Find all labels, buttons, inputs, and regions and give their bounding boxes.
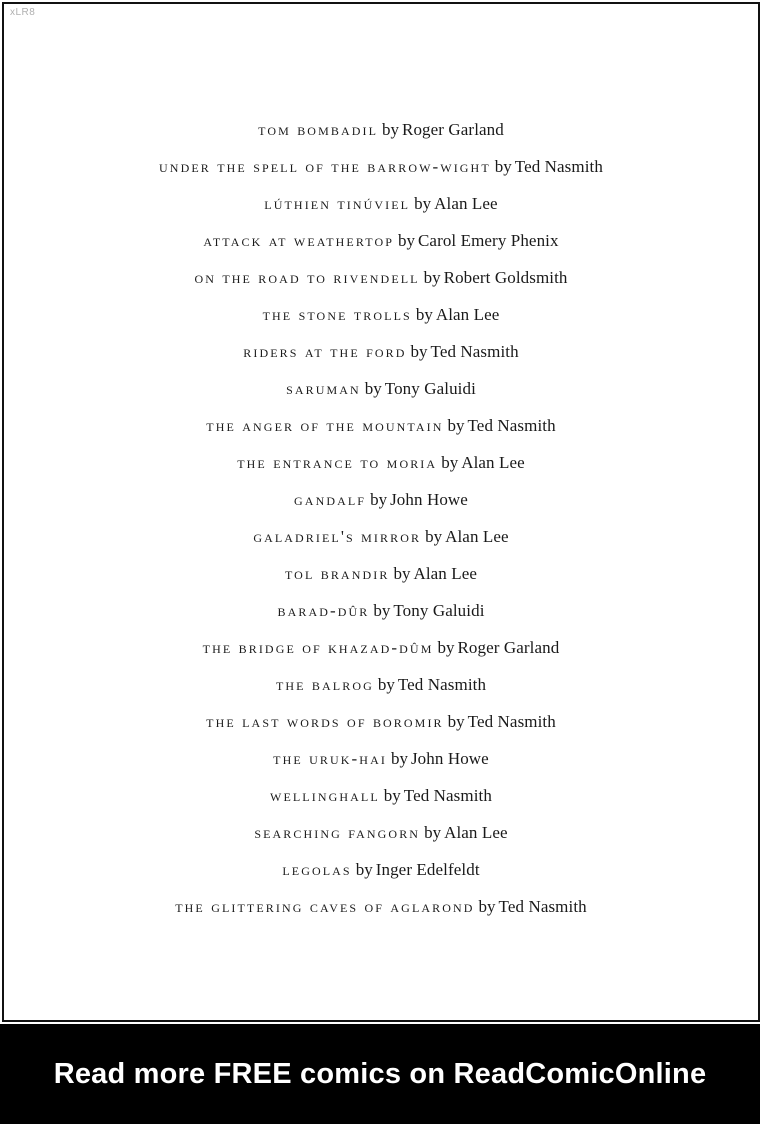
- illustration-title: saruman: [286, 379, 361, 398]
- list-item: [4, 634, 758, 671]
- illustration-title: wellinghall: [270, 786, 380, 805]
- artist-name: Ted Nasmith: [403, 786, 492, 805]
- illustration-title: gandalf: [294, 490, 367, 509]
- artist-name: John Howe: [390, 490, 468, 509]
- list-item: [4, 449, 758, 486]
- artist-name: Tony Galuidi: [393, 601, 485, 620]
- list-item: [4, 190, 758, 227]
- illustration-title: tol brandir: [284, 564, 390, 583]
- by-connector: by: [373, 601, 391, 620]
- artist-name: John Howe: [410, 749, 489, 768]
- list-item: [4, 227, 758, 264]
- artist-name: Alan Lee: [434, 194, 498, 213]
- list-item: [4, 301, 758, 338]
- promo-banner[interactable]: [0, 1024, 760, 1124]
- by-connector: by: [370, 490, 388, 509]
- artist-name: Alan Lee: [435, 305, 500, 324]
- by-connector: by: [437, 638, 455, 657]
- list-item: [4, 708, 758, 745]
- illustration-title: the anger of the mountain: [206, 416, 444, 435]
- by-connector: by: [424, 823, 442, 842]
- illustration-title: galadriel's mirror: [253, 527, 422, 546]
- artist-name: Alan Lee: [445, 527, 509, 546]
- illustration-title: on the road to rivendell: [194, 268, 420, 287]
- illustration-title: attack at weathertop: [203, 231, 394, 250]
- list-item: [4, 560, 758, 597]
- artist-name: Alan Lee: [461, 453, 525, 472]
- list-item: [4, 782, 758, 819]
- by-connector: by: [383, 786, 401, 805]
- artist-name: Ted Nasmith: [467, 416, 556, 435]
- list-item: [4, 597, 758, 634]
- page-frame: [2, 2, 760, 1022]
- illustration-title: the glittering caves of aglarond: [175, 897, 475, 916]
- by-connector: by: [410, 342, 428, 361]
- list-item: [4, 745, 758, 782]
- by-connector: by: [478, 897, 496, 916]
- illustration-title: barad-dûr: [277, 601, 370, 620]
- list-item: [4, 856, 758, 893]
- by-connector: by: [393, 564, 411, 583]
- artist-name: Tony Galuidi: [384, 379, 476, 398]
- by-connector: by: [441, 453, 459, 472]
- illustration-title: under the spell of the barrow-wight: [159, 157, 491, 176]
- list-item: [4, 153, 758, 190]
- artist-name: Robert Goldsmith: [443, 268, 568, 287]
- illustration-title: the uruk-hai: [273, 749, 387, 768]
- artist-name: Inger Edelfeldt: [375, 860, 480, 879]
- artist-name: Alan Lee: [444, 823, 508, 842]
- list-item: [4, 893, 758, 930]
- illustration-title: the last words of boromir: [206, 712, 444, 731]
- artist-name: Ted Nasmith: [397, 675, 487, 694]
- list-item: [4, 819, 758, 856]
- promo-banner-text[interactable]: Read more FREE comics on ReadComicOnline: [53, 1057, 707, 1090]
- by-connector: by: [364, 379, 382, 398]
- by-connector: by: [447, 712, 465, 731]
- illustration-title: the entrance to moria: [237, 453, 438, 472]
- illustration-title: the stone trolls: [262, 305, 412, 324]
- illustration-title: the bridge of khazad-dûm: [202, 638, 434, 657]
- illustration-title: the balrog: [275, 675, 374, 694]
- list-item: [4, 671, 758, 708]
- list-item: [4, 116, 758, 153]
- illustration-title: lúthien tinúviel: [264, 194, 411, 213]
- by-connector: by: [397, 231, 415, 250]
- list-item: [4, 486, 758, 523]
- illustration-title: riders at the ford: [243, 342, 407, 361]
- list-item: [4, 412, 758, 449]
- by-connector: by: [425, 527, 443, 546]
- artist-name: Ted Nasmith: [430, 342, 519, 361]
- artist-name: Alan Lee: [413, 564, 478, 583]
- artist-name: Ted Nasmith: [498, 897, 587, 916]
- by-connector: by: [377, 675, 395, 694]
- list-item: [4, 338, 758, 375]
- artist-name: Ted Nasmith: [467, 712, 556, 731]
- by-connector: by: [415, 305, 433, 324]
- artist-name: Roger Garland: [457, 638, 560, 657]
- illustration-list: [4, 116, 758, 930]
- by-connector: by: [423, 268, 441, 287]
- artist-name: Roger Garland: [402, 120, 504, 139]
- illustration-title: searching fangorn: [254, 823, 421, 842]
- artist-name: Carol Emery Phenix: [417, 231, 559, 250]
- by-connector: by: [390, 749, 408, 768]
- watermark: xLR8: [10, 7, 36, 18]
- by-connector: by: [447, 416, 465, 435]
- by-connector: by: [382, 120, 400, 139]
- by-connector: by: [355, 860, 373, 879]
- list-item: [4, 264, 758, 301]
- artist-name: Ted Nasmith: [514, 157, 603, 176]
- illustration-title: tom bombadil: [258, 120, 379, 139]
- by-connector: by: [494, 157, 512, 176]
- list-item: [4, 375, 758, 412]
- list-item: [4, 523, 758, 560]
- illustration-title: legolas: [282, 860, 352, 879]
- by-connector: by: [414, 194, 432, 213]
